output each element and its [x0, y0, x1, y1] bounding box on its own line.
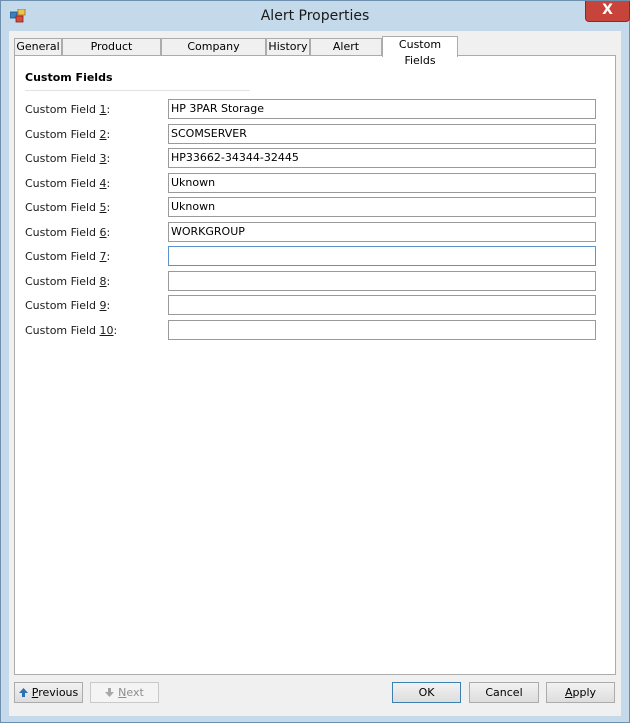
- label-accelerator: 9: [99, 299, 107, 312]
- label-accelerator: 6: [99, 226, 107, 239]
- next-button[interactable]: [90, 682, 159, 703]
- apply-label: pply: [572, 686, 597, 699]
- next-accelerator: N: [118, 686, 127, 699]
- label-suffix: :: [106, 275, 111, 288]
- previous-accelerator: P: [31, 686, 39, 699]
- custom-field-9-label: [25, 299, 110, 312]
- label-suffix: :: [106, 299, 111, 312]
- label-prefix: Custom Field: [25, 128, 100, 141]
- previous-label: revious: [38, 686, 79, 699]
- title-bar[interactable]: [1, 1, 629, 31]
- section-divider: [25, 90, 250, 91]
- label-prefix: Custom Field: [25, 299, 100, 312]
- dialog-client-area: [9, 31, 621, 716]
- custom-field-7-input[interactable]: [168, 246, 596, 266]
- custom-field-1-label: [25, 103, 110, 116]
- label-accelerator: 5: [99, 201, 107, 214]
- tab-general[interactable]: General: [14, 38, 62, 56]
- custom-field-5-label: [25, 201, 110, 214]
- next-label: ext: [126, 686, 144, 699]
- custom-field-1-input[interactable]: HP 3PAR Storage: [168, 99, 596, 119]
- label-accelerator: 8: [99, 275, 107, 288]
- tab-history[interactable]: History: [266, 38, 310, 56]
- label-suffix: :: [106, 201, 111, 214]
- custom-field-7-label: [25, 250, 110, 263]
- label-prefix: Custom Field: [25, 324, 100, 337]
- custom-field-6-label: [25, 226, 110, 239]
- custom-fields-page: [14, 55, 616, 675]
- label-suffix: :: [106, 103, 111, 116]
- arrow-up-icon: [19, 688, 28, 697]
- cancel-button[interactable]: Cancel: [469, 682, 539, 703]
- label-suffix: :: [106, 152, 111, 165]
- tab-custom-fields[interactable]: Custom Fields: [382, 36, 458, 57]
- custom-field-3-input[interactable]: HP33662-34344-32445: [168, 148, 596, 168]
- label-suffix: :: [113, 324, 118, 337]
- arrow-down-icon: [105, 688, 114, 697]
- label-prefix: Custom Field: [25, 201, 100, 214]
- custom-field-4-label: [25, 177, 110, 190]
- custom-field-8-input[interactable]: [168, 271, 596, 291]
- label-suffix: :: [106, 128, 111, 141]
- label-accelerator: 4: [99, 177, 107, 190]
- label-prefix: Custom Field: [25, 226, 100, 239]
- tab-company-knowledge[interactable]: Company: [161, 38, 266, 56]
- label-prefix: Custom Field: [25, 103, 100, 116]
- label-prefix: Custom Field: [25, 250, 100, 263]
- custom-field-10-input[interactable]: [168, 320, 596, 340]
- custom-field-4-input[interactable]: Uknown: [168, 173, 596, 193]
- close-icon: X: [602, 2, 613, 18]
- tab-alert-context[interactable]: Alert: [310, 38, 382, 56]
- label-prefix: Custom Field: [25, 152, 100, 165]
- close-button[interactable]: [585, 1, 630, 22]
- custom-field-5-input[interactable]: Uknown: [168, 197, 596, 217]
- custom-field-8-label: [25, 275, 110, 288]
- apply-button[interactable]: [546, 682, 615, 703]
- section-title: Custom Fields: [25, 71, 113, 84]
- label-accelerator: 7: [99, 250, 107, 263]
- label-prefix: Custom Field: [25, 275, 100, 288]
- custom-field-9-input[interactable]: [168, 295, 596, 315]
- label-prefix: Custom Field: [25, 177, 100, 190]
- apply-accelerator: A: [564, 686, 573, 699]
- window-title: Alert Properties: [260, 8, 370, 24]
- label-suffix: :: [106, 177, 111, 190]
- label-suffix: :: [106, 226, 111, 239]
- label-accelerator: 10: [99, 324, 114, 337]
- custom-field-10-label: [25, 324, 117, 337]
- label-accelerator: 2: [99, 128, 107, 141]
- label-suffix: :: [106, 250, 111, 263]
- previous-button[interactable]: [14, 682, 83, 703]
- custom-field-2-input[interactable]: SCOMSERVER: [168, 124, 596, 144]
- custom-field-6-input[interactable]: WORKGROUP: [168, 222, 596, 242]
- label-accelerator: 1: [99, 103, 107, 116]
- custom-field-2-label: [25, 128, 110, 141]
- label-accelerator: 3: [99, 152, 107, 165]
- custom-field-3-label: [25, 152, 110, 165]
- ok-button[interactable]: OK: [392, 682, 461, 703]
- tab-product-knowledge[interactable]: Product: [62, 38, 161, 56]
